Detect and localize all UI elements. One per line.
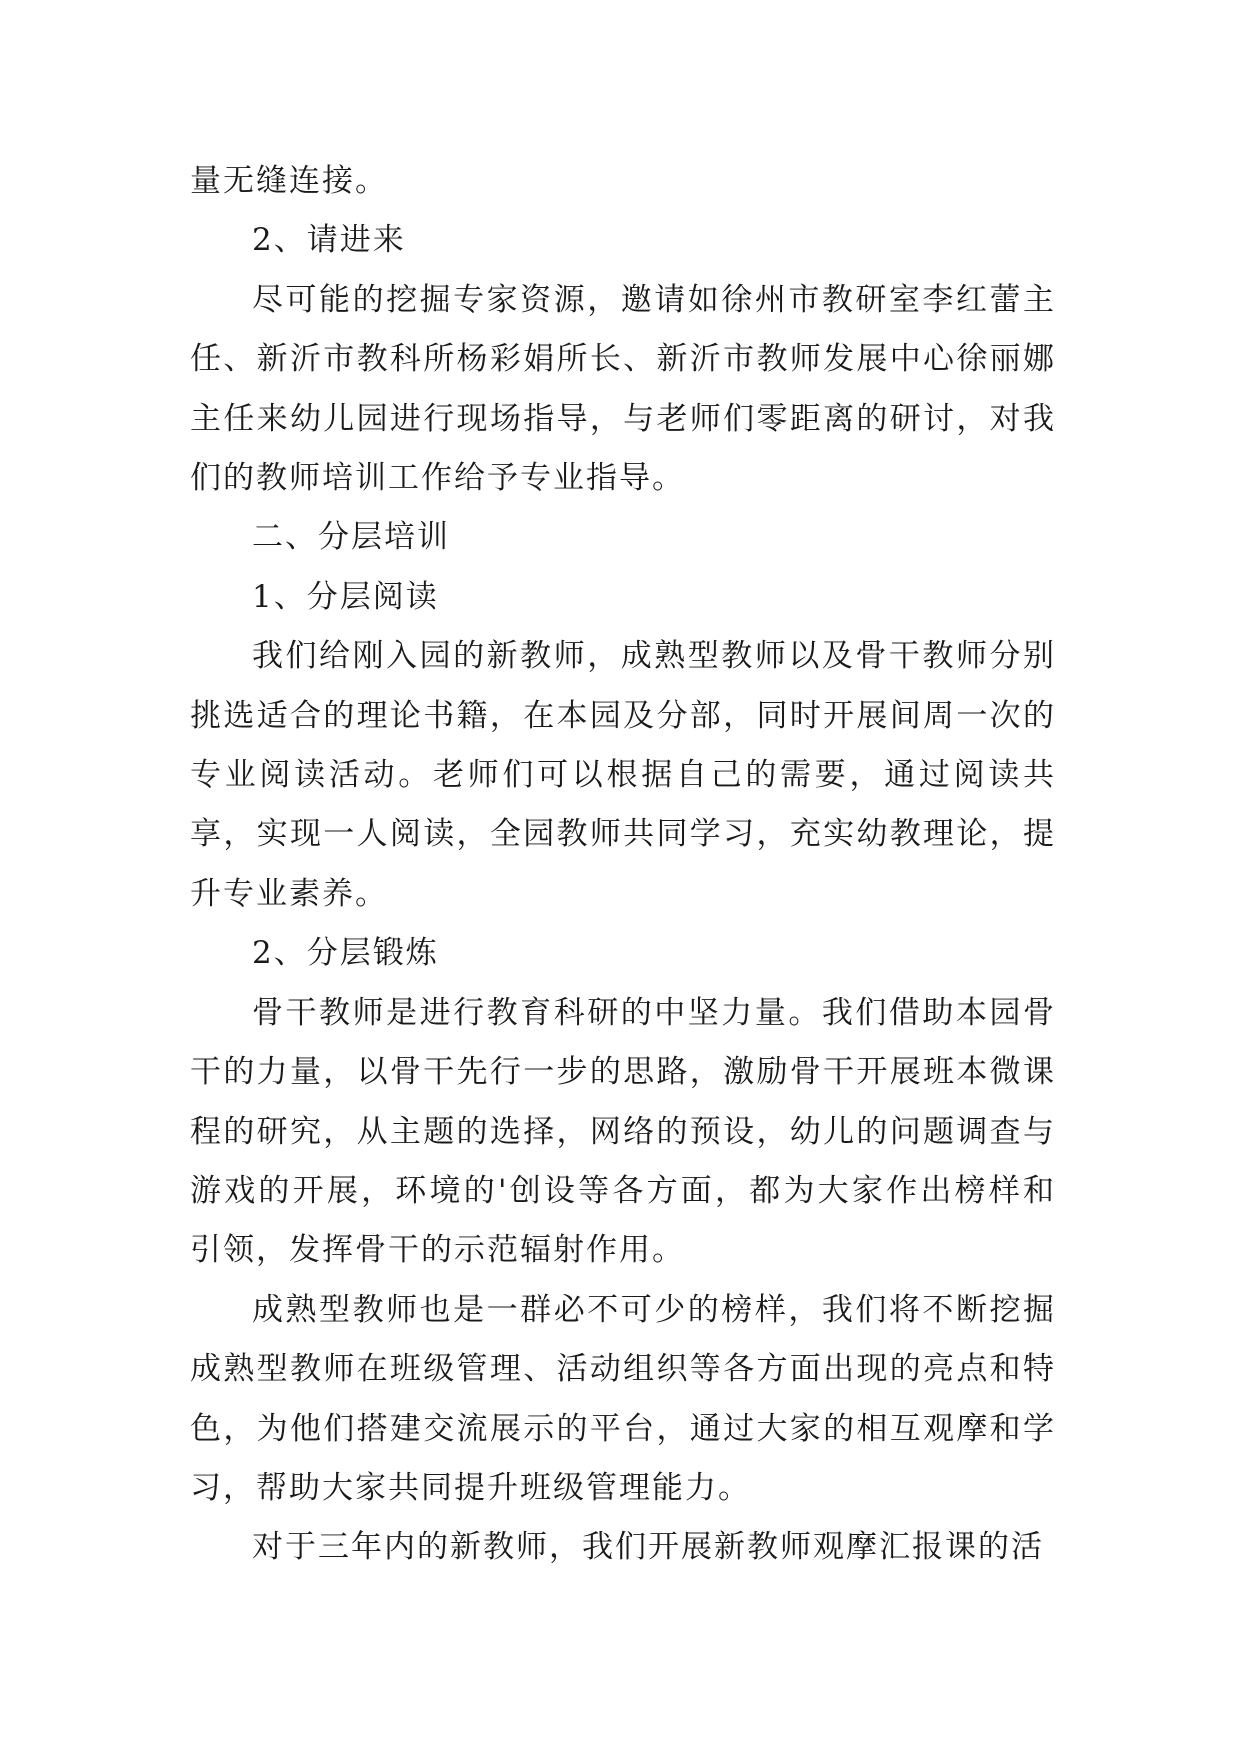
- paragraph-continuation: 量无缝连接。: [190, 163, 388, 199]
- paragraph-expert-resources: 尽可能的挖掘专家资源，邀请如徐州市教研室李红蕾主任、新沂市教科所杨彩娟所长、新沂市教师发展中心徐丽娜主任来幼儿园进行现场指导，与老师们零距离的研讨，对我们的教师培训工作给予专业指导。: [190, 281, 1056, 497]
- paragraph-reading-activity: 我们给刚入园的新教师，成熟型教师以及骨干教师分别挑选适合的理论书籍，在本园及分部，同时开展间周一次的专业阅读活动。老师们可以根据自己的需要，通过阅读共享，实现一人阅读，全园教师共同学习，充实幼教理论，提升专业素养。: [190, 638, 1056, 912]
- paragraph-backbone-teachers: 骨干教师是进行教育科研的中坚力量。我们借助本园骨干的力量，以骨干先行一步的思路，激励骨干开展班本微课程的研究，从主题的选择，网络的预设，幼儿的问题调查与游戏的开展，环境的'创设等各方面，都为大家作出榜样和引领，发挥骨干的示范辐射作用。: [190, 994, 1056, 1269]
- document-body: [190, 152, 1056, 1578]
- paragraph-mature-teachers: 成熟型教师也是一群必不可少的榜样，我们将不断挖掘成熟型教师在班级管理、活动组织等各方面出现的亮点和特色，为他们搭建交流展示的平台，通过大家的相互观摩和学习，帮助大家共同提升班级管理能力。: [190, 1291, 1056, 1506]
- subheading-layered-reading: 1、分层阅读: [252, 578, 439, 615]
- heading-layered-training: 二、分层培训: [252, 519, 450, 556]
- subheading-layered-practice: 2、分层锻炼: [252, 935, 439, 972]
- subheading-invite-in: 2、请进来: [252, 222, 406, 259]
- paragraph-new-teachers: 对于三年内的新教师，我们开展新教师观摩汇报课的活: [252, 1529, 1044, 1566]
